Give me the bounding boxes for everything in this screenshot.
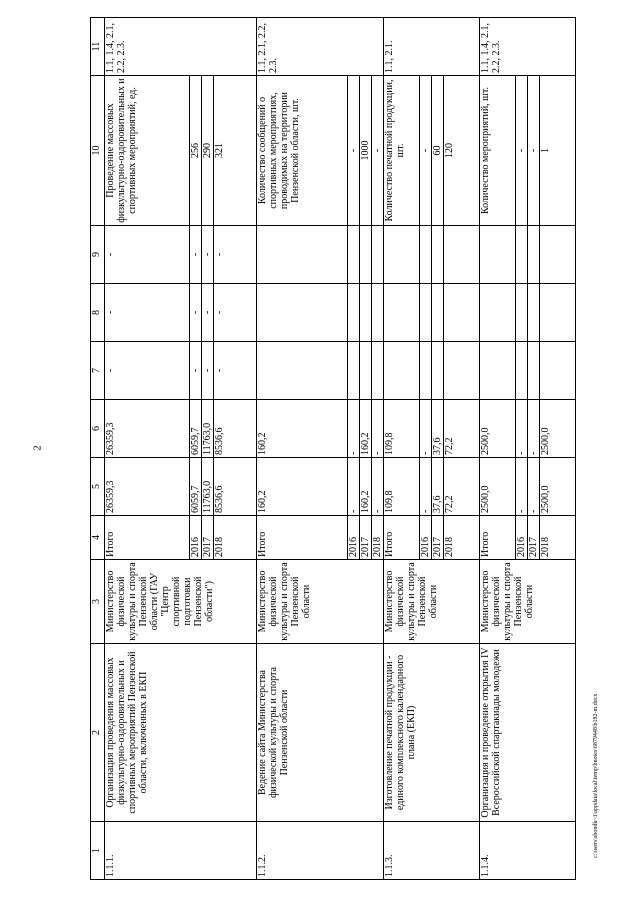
regional-funding-cell: 72,2 bbox=[444, 400, 480, 458]
funding-cell-7 bbox=[516, 342, 528, 400]
total-funding-cell: 26359,3 bbox=[105, 458, 190, 516]
funding-cell-9 bbox=[348, 226, 360, 284]
funding-cell-9 bbox=[516, 226, 528, 284]
funding-cell-9: - bbox=[105, 226, 190, 284]
footer-file-path: c:\users\sbondk~1\appdata\local\temp\bnotes\6879448\b182-m.docx bbox=[593, 693, 599, 858]
col-header: 10 bbox=[91, 76, 105, 226]
goal-links: 1.1, 1.4, 2.1, 2.2, 2.3. bbox=[105, 18, 257, 76]
period-cell: 2018 bbox=[540, 516, 576, 560]
funding-cell-9 bbox=[384, 226, 420, 284]
total-funding-cell: 72,2 bbox=[444, 458, 480, 516]
funding-cell-8 bbox=[432, 284, 444, 342]
activity-name: Организация проведения массовых физкультурно-оздоровительных и спортивных мероприятий Пензенской области, включенных в ЕКП bbox=[105, 644, 257, 822]
goal-links: 1.1, 2.1, 2.2, 2.3. bbox=[257, 18, 384, 76]
col-header: 6 bbox=[91, 400, 105, 458]
table-row bbox=[480, 18, 516, 880]
regional-funding-cell: 26359,3 bbox=[105, 400, 190, 458]
regional-funding-cell: 8536,6 bbox=[214, 400, 257, 458]
period-cell: Итого bbox=[384, 516, 420, 560]
activity-name: Организация и проведение открытия IV Всероссийской спартакиады молодежи bbox=[480, 644, 576, 822]
indicator-name: Количество мероприятий, шт. bbox=[480, 76, 516, 226]
funding-cell-9 bbox=[540, 226, 576, 284]
funding-cell-7: - bbox=[202, 342, 214, 400]
goal-links: 1.1, 1.4, 2.1, 2.2, 2.3. bbox=[480, 18, 576, 76]
funding-cell-9: - bbox=[190, 226, 202, 284]
indicator-value: 321 bbox=[214, 76, 257, 226]
column-number-row bbox=[91, 18, 105, 880]
total-funding-cell: 2500,0 bbox=[540, 458, 576, 516]
funding-cell-9: - bbox=[202, 226, 214, 284]
period-cell: 2017 bbox=[528, 516, 540, 560]
activity-name: Ведение сайта Министерства физической культуры и спорта Пензенской области bbox=[257, 644, 384, 822]
col-header: 9 bbox=[91, 226, 105, 284]
funding-cell-8 bbox=[444, 284, 480, 342]
regional-funding-cell: 11763,0 bbox=[202, 400, 214, 458]
funding-cell-7: - bbox=[190, 342, 202, 400]
total-funding-cell: - bbox=[516, 458, 528, 516]
total-funding-cell: 37,6 bbox=[432, 458, 444, 516]
total-funding-cell: - bbox=[348, 458, 360, 516]
regional-funding-cell: 37,6 bbox=[432, 400, 444, 458]
funding-cell-7 bbox=[540, 342, 576, 400]
col-header: 8 bbox=[91, 284, 105, 342]
regional-funding-cell: 109,8 bbox=[384, 400, 420, 458]
funding-cell-9: - bbox=[214, 226, 257, 284]
table-row bbox=[105, 18, 190, 880]
funding-cell-9 bbox=[444, 226, 480, 284]
indicator-name: Количество сообщений о спортивных мероприятиях, проводимых на территории Пензенской области, шт. bbox=[257, 76, 348, 226]
regional-funding-cell: 160,2 bbox=[257, 400, 348, 458]
period-cell: 2016 bbox=[190, 516, 202, 560]
table-row bbox=[384, 18, 420, 880]
indicator-value: 1 bbox=[540, 76, 576, 226]
total-funding-cell: 11763,0 bbox=[202, 458, 214, 516]
funding-cell-7 bbox=[480, 342, 516, 400]
funding-cell-9 bbox=[480, 226, 516, 284]
funding-cell-9 bbox=[528, 226, 540, 284]
funding-cell-7 bbox=[444, 342, 480, 400]
col-header: 11 bbox=[91, 18, 105, 76]
funding-cell-8 bbox=[372, 284, 384, 342]
activity-executor: Министерство физической культуры и спорта Пензенской области bbox=[257, 560, 384, 644]
period-cell: 2016 bbox=[516, 516, 528, 560]
total-funding-cell: - bbox=[528, 458, 540, 516]
funding-cell-8 bbox=[420, 284, 432, 342]
funding-cell-9 bbox=[432, 226, 444, 284]
indicator-value: 1000 bbox=[360, 76, 372, 226]
indicator-value: - bbox=[420, 76, 432, 226]
period-cell: 2018 bbox=[372, 516, 384, 560]
regional-funding-cell: - bbox=[516, 400, 528, 458]
period-cell: 2017 bbox=[202, 516, 214, 560]
funding-cell-8 bbox=[528, 284, 540, 342]
col-header: 2 bbox=[91, 644, 105, 822]
total-funding-cell: 109,8 bbox=[384, 458, 420, 516]
table-row bbox=[257, 18, 348, 880]
period-cell: 2017 bbox=[432, 516, 444, 560]
total-funding-cell: 2500,0 bbox=[480, 458, 516, 516]
total-funding-cell: - bbox=[420, 458, 432, 516]
indicator-value: 256 bbox=[190, 76, 202, 226]
funding-cell-8: - bbox=[202, 284, 214, 342]
funding-cell-7 bbox=[348, 342, 360, 400]
funding-cell-8: - bbox=[105, 284, 190, 342]
funding-cell-7 bbox=[360, 342, 372, 400]
activity-number: 1.1.3. bbox=[384, 822, 480, 880]
funding-cell-7 bbox=[420, 342, 432, 400]
period-cell: 2018 bbox=[214, 516, 257, 560]
regional-funding-cell: 160,2 bbox=[360, 400, 372, 458]
funding-cell-8 bbox=[257, 284, 348, 342]
funding-cell-7 bbox=[257, 342, 348, 400]
funding-cell-7: - bbox=[105, 342, 190, 400]
indicator-value: - bbox=[516, 76, 528, 226]
funding-cell-8 bbox=[480, 284, 516, 342]
total-funding-cell: 8536,6 bbox=[214, 458, 257, 516]
col-header: 4 bbox=[91, 516, 105, 560]
activity-executor: Министерство физической культуры и спорта Пензенской области bbox=[384, 560, 480, 644]
col-header: 1 bbox=[91, 822, 105, 880]
activity-number: 1.1.4. bbox=[480, 822, 576, 880]
table-body bbox=[105, 18, 576, 880]
rotated-table-container bbox=[90, 18, 550, 880]
indicator-value: - bbox=[372, 76, 384, 226]
indicator-name: Количество печатной продукции, шт. bbox=[384, 76, 420, 226]
period-cell: Итого bbox=[480, 516, 516, 560]
funding-cell-7 bbox=[432, 342, 444, 400]
funding-cell-8: - bbox=[190, 284, 202, 342]
funding-cell-8 bbox=[516, 284, 528, 342]
indicator-value: 60 bbox=[432, 76, 444, 226]
program-activities-table bbox=[90, 17, 576, 880]
regional-funding-cell: 2500,0 bbox=[480, 400, 516, 458]
period-cell: 2017 bbox=[360, 516, 372, 560]
regional-funding-cell: - bbox=[420, 400, 432, 458]
regional-funding-cell: - bbox=[528, 400, 540, 458]
period-cell: 2016 bbox=[420, 516, 432, 560]
funding-cell-9 bbox=[257, 226, 348, 284]
total-funding-cell: - bbox=[372, 458, 384, 516]
col-header: 7 bbox=[91, 342, 105, 400]
funding-cell-7: - bbox=[214, 342, 257, 400]
activity-number: 1.1.2. bbox=[257, 822, 384, 880]
funding-cell-9 bbox=[360, 226, 372, 284]
activity-number: 1.1.1. bbox=[105, 822, 257, 880]
activity-executor: Министерство физической культуры и спорта Пензенской области (ГАУ "Центр спортивной подготовки Пензенской области") bbox=[105, 560, 257, 644]
funding-cell-8 bbox=[360, 284, 372, 342]
indicator-value: - bbox=[528, 76, 540, 226]
regional-funding-cell: 2500,0 bbox=[540, 400, 576, 458]
period-cell: Итого bbox=[257, 516, 348, 560]
funding-cell-7 bbox=[384, 342, 420, 400]
activity-executor: Министерство физической культуры и спорта Пензенской области bbox=[480, 560, 576, 644]
indicator-value: - bbox=[348, 76, 360, 226]
total-funding-cell: 160,2 bbox=[360, 458, 372, 516]
page-number: 2 bbox=[32, 445, 44, 451]
funding-cell-8 bbox=[348, 284, 360, 342]
funding-cell-7 bbox=[372, 342, 384, 400]
funding-cell-7 bbox=[528, 342, 540, 400]
col-header: 5 bbox=[91, 458, 105, 516]
goal-links: 1.1, 2.1. bbox=[384, 18, 480, 76]
indicator-value: 120 bbox=[444, 76, 480, 226]
col-header: 3 bbox=[91, 560, 105, 644]
regional-funding-cell: 6059,7 bbox=[190, 400, 202, 458]
total-funding-cell: 6059,7 bbox=[190, 458, 202, 516]
indicator-value: 290 bbox=[202, 76, 214, 226]
funding-cell-9 bbox=[420, 226, 432, 284]
funding-cell-8: - bbox=[214, 284, 257, 342]
indicator-name: Проведение массовых физкультурно-оздоровительных и спортивных мероприятий, ед. bbox=[105, 76, 190, 226]
period-cell: Итого bbox=[105, 516, 190, 560]
period-cell: 2016 bbox=[348, 516, 360, 560]
regional-funding-cell: - bbox=[348, 400, 360, 458]
period-cell: 2018 bbox=[444, 516, 480, 560]
funding-cell-8 bbox=[384, 284, 420, 342]
activity-name: Изготовление печатной продукции - единого комплексного календарного плана (ЕКП) bbox=[384, 644, 480, 822]
total-funding-cell: 160,2 bbox=[257, 458, 348, 516]
regional-funding-cell: - bbox=[372, 400, 384, 458]
funding-cell-8 bbox=[540, 284, 576, 342]
funding-cell-9 bbox=[372, 226, 384, 284]
